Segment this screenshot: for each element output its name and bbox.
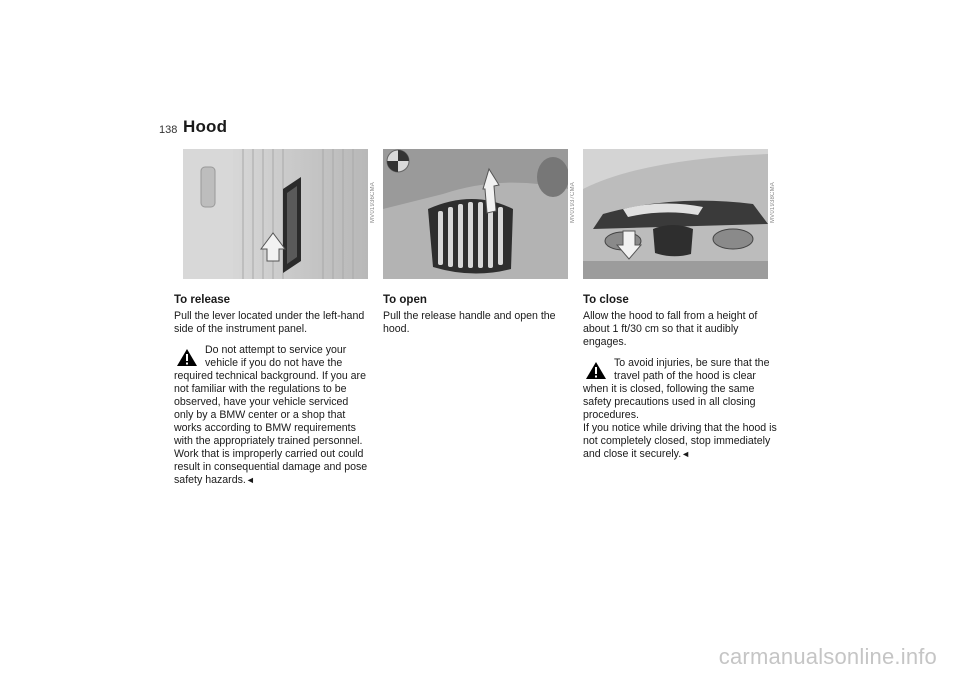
page-number: 138 — [159, 124, 178, 136]
open-text: Pull the release handle and open the hood. — [383, 310, 556, 335]
photo-code: MV01937CMA — [570, 182, 576, 224]
end-mark: ◄ — [245, 475, 255, 485]
release-handle-photo — [383, 149, 568, 279]
photo-code: MV01936CMA — [370, 182, 376, 224]
release-section — [174, 294, 369, 487]
release-heading: To release — [174, 294, 231, 306]
release-text: Pull the lever located under the left-hand side of the instrument panel. — [174, 310, 365, 335]
hood-close-photo — [583, 149, 768, 279]
end-mark: ◄ — [681, 449, 691, 459]
open-section — [383, 294, 578, 342]
close-section — [583, 294, 778, 461]
open-heading: To open — [383, 294, 427, 306]
page-title: Hood — [183, 117, 228, 136]
release-warning — [174, 344, 369, 487]
close-warning — [583, 357, 778, 461]
release-lever-photo — [183, 149, 368, 279]
warning-icon — [176, 348, 198, 367]
release-warning-text: Do not attempt to service your vehicle if you do not have the required technical background. If you are not familiar with the regulations to be observed, have your vehicle serviced only by a BMW center or a shop that works according to BMW requirements with the appropriately trained personnel. Work that is improperly carried out could result in consequential damage and pose safety hazards. — [174, 344, 368, 486]
close-text: Allow the hood to fall from a height of about 1 ft/30 cm so that it audibly engages. — [583, 310, 758, 348]
photo-code: MV01938CMA — [770, 182, 776, 224]
close-warning-text: To avoid injuries, be sure that the travel path of the hood is clear when it is closed, following the same safety precautions used in all closing procedures. — [583, 357, 770, 421]
warning-icon — [585, 361, 607, 380]
close-heading: To close — [583, 294, 629, 306]
watermark: carmanualsonline.info — [718, 644, 937, 669]
close-warning-text-2: If you notice while driving that the hood is not completely closed, stop immediately and close it securely. — [583, 422, 777, 460]
